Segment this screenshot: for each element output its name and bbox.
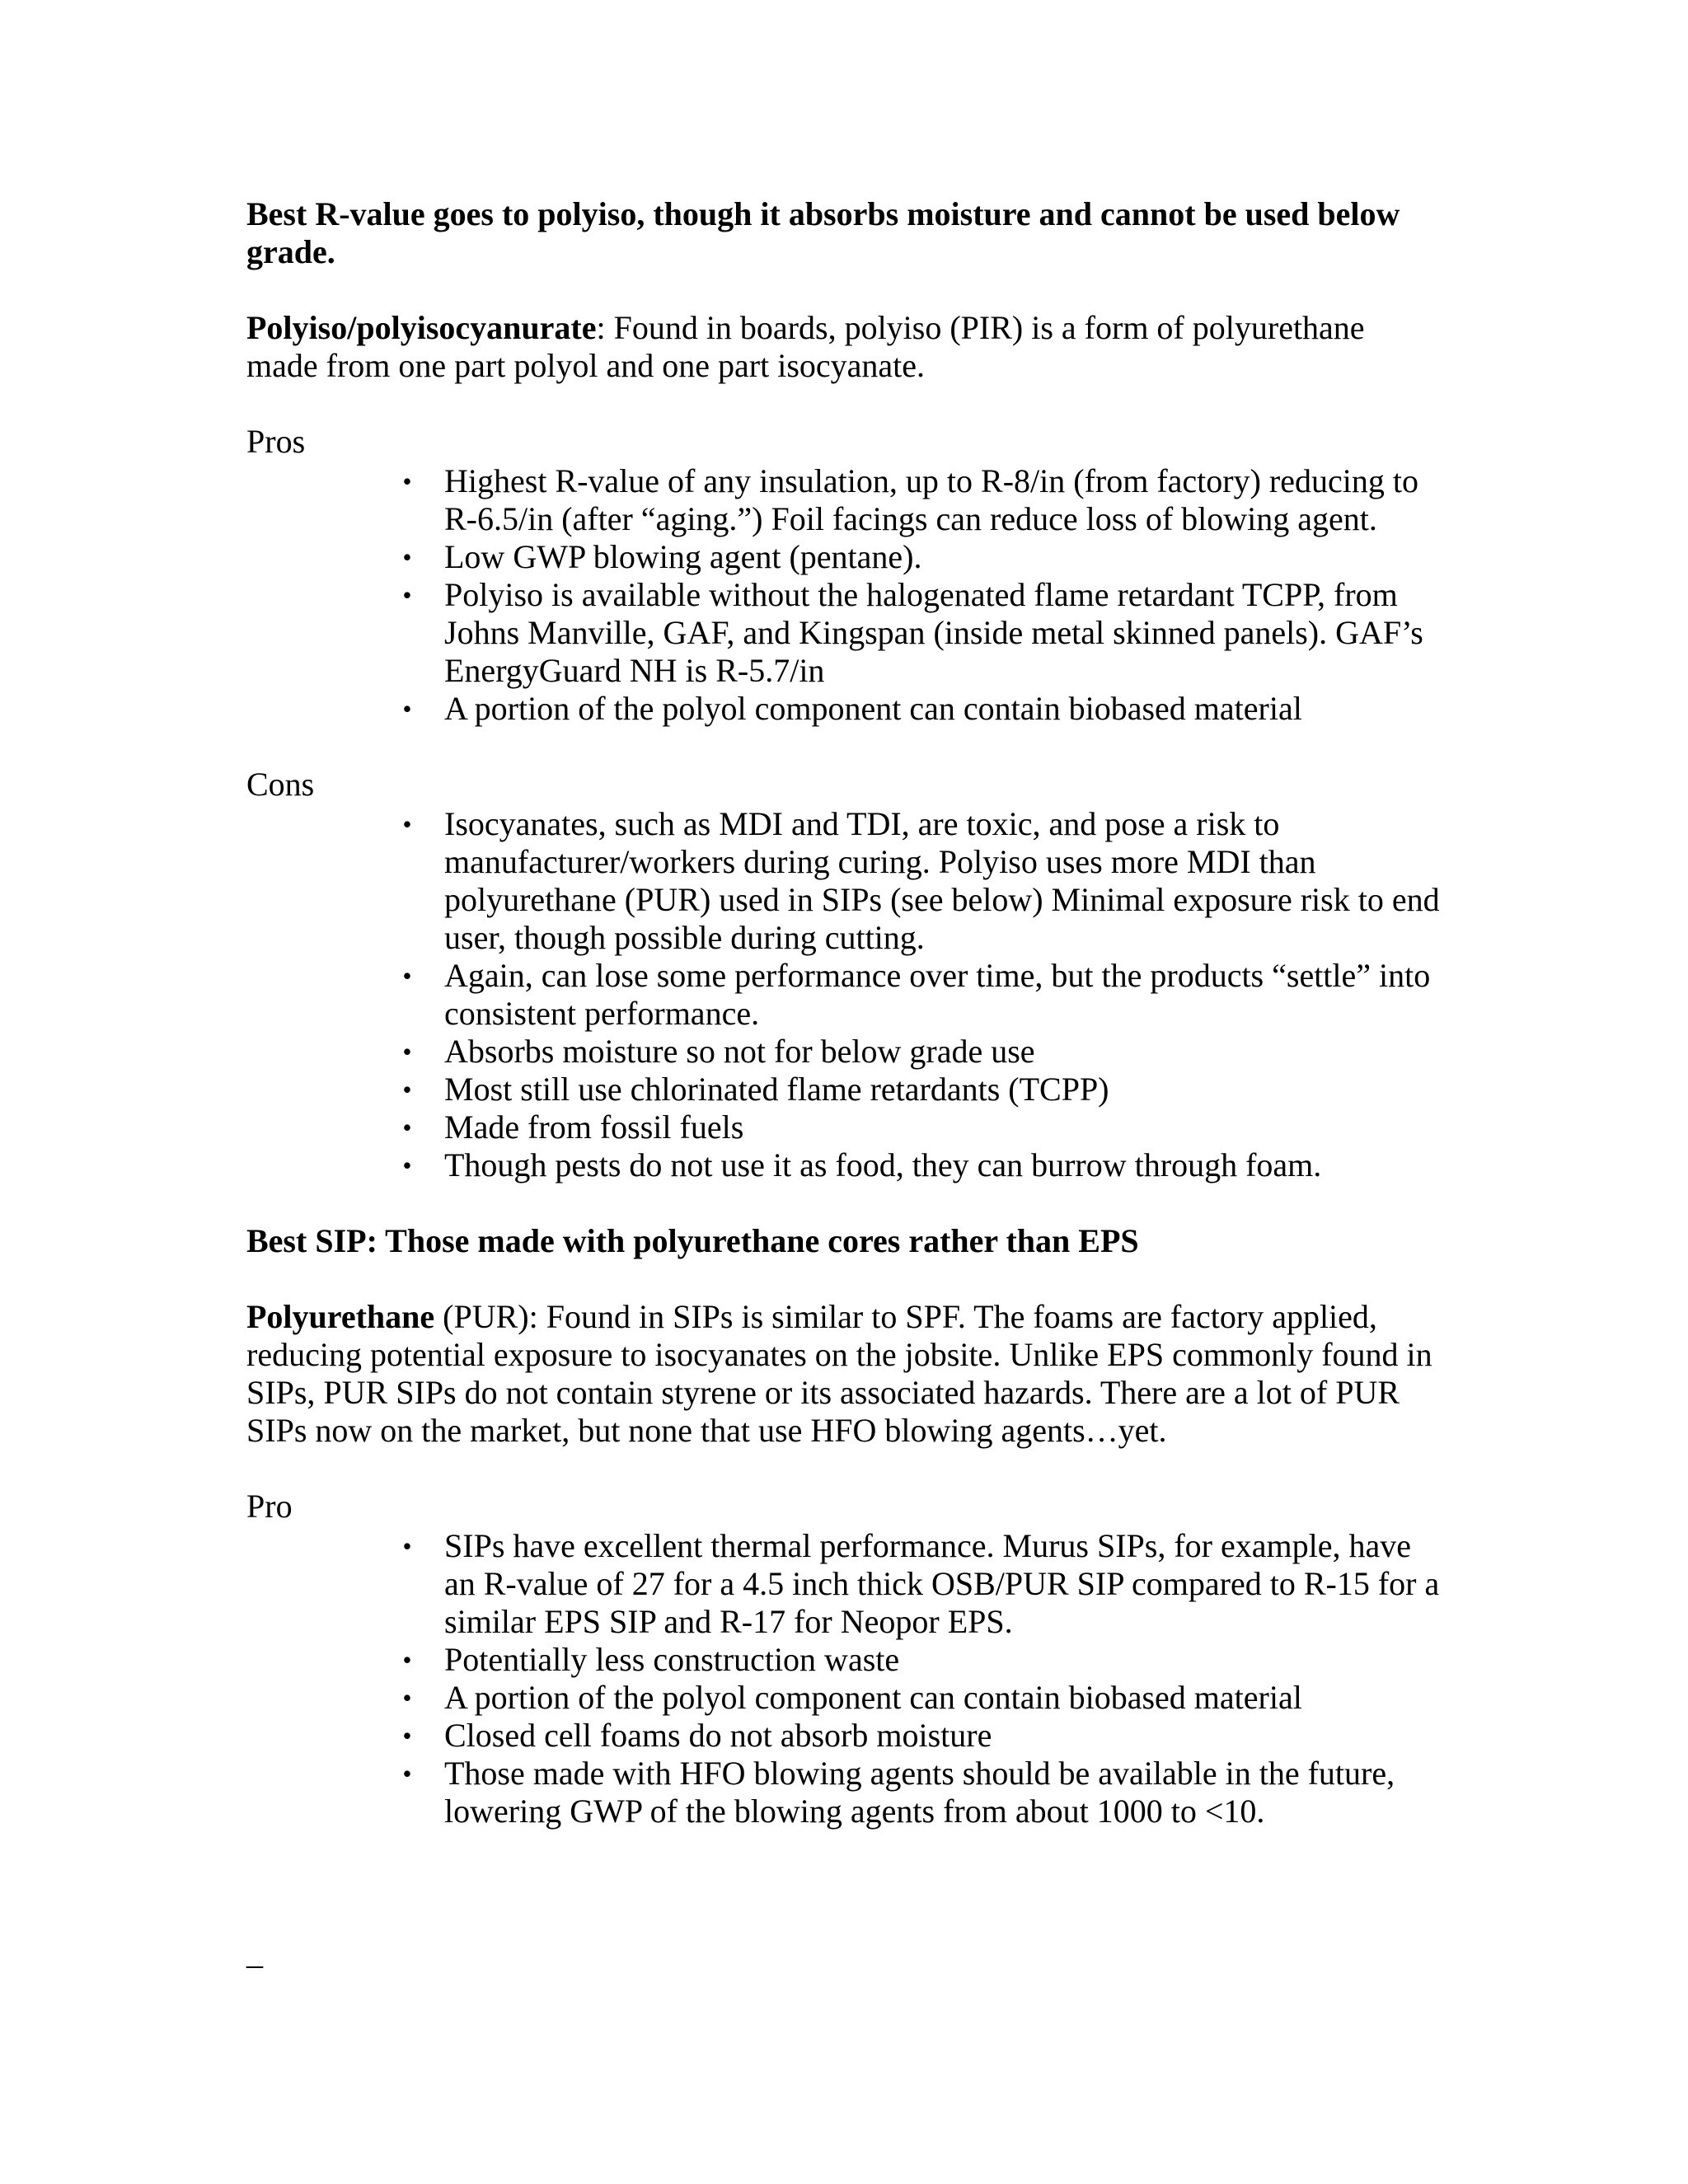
pro-label: Pro [246, 1488, 293, 1525]
polyiso-term: Polyiso/polyisocyanurate [246, 309, 597, 346]
list-item-text: A portion of the polyol component can contain biobased material [444, 1679, 1302, 1716]
bullet-icon: • [402, 1721, 412, 1750]
list-item [402, 576, 1442, 690]
list-item-text: A portion of the polyol component can contain biobased material [444, 690, 1302, 727]
bullet-icon: • [402, 1759, 412, 1788]
bullet-icon: • [402, 466, 412, 496]
list-item-text: Though pests do not use it as food, they can burrow through foam. [444, 1146, 1322, 1183]
list-item [402, 538, 1442, 576]
sip-heading: Best SIP: Those made with polyurethane cores rather than EPS [246, 1222, 1139, 1259]
list-item-text: Polyiso is available without the halogenated flame retardant TCPP, from Johns Manville, GAF, and Kingspan (inside metal skinned panels). GAF’s EnergyGuard NH is R-5.7/in [444, 576, 1423, 689]
list-item [402, 462, 1442, 538]
list-item [402, 1071, 1442, 1108]
list-item [402, 1679, 1442, 1717]
list-item [402, 1146, 1442, 1184]
pur-description: (PUR): Found in SIPs is similar to SPF. The foams are factory applied, reducing potential exposure to isocyanates on the jobsite. Unlike EPS commonly found in SIPs, PUR SIPs do not contain styrene or its associated hazards. There are a lot of PUR SIPs now on the market, but none that use HFO blowing agents…yet. [246, 1298, 1432, 1449]
pur-intro [246, 1298, 1442, 1450]
list-item-text: Closed cell foams do not absorb moisture [444, 1717, 992, 1754]
bullet-icon: • [402, 1645, 412, 1675]
document-body [246, 195, 1442, 1830]
bullet-icon: • [402, 1531, 412, 1561]
list-item-text: Low GWP blowing agent (pentane). [444, 538, 922, 575]
list-item-text: Most still use chlorinated flame retardants (TCPP) [444, 1071, 1109, 1108]
list-item-text: Again, can lose some performance over time, but the products “settle” into consistent performance. [444, 957, 1431, 1032]
list-item-text: Those made with HFO blowing agents should be available in the future, lowering GWP of the blowing agents from about 1000 to <10. [444, 1755, 1395, 1830]
list-item-text: SIPs have excellent thermal performance. Murus SIPs, for example, have an R-value of 27 for a 4.5 inch thick OSB/PUR SIP compared to R-15 for a similar EPS SIP and R-17 for Neopor EPS. [444, 1527, 1440, 1640]
pro-list [246, 1527, 1442, 1830]
list-item [402, 805, 1442, 957]
bullet-icon: • [402, 1037, 412, 1066]
list-item [402, 690, 1442, 728]
cons-label: Cons [246, 766, 315, 803]
polyiso-heading: Best R-value goes to polyiso, though it absorbs moisture and cannot be used below grade. [246, 195, 1400, 270]
list-item [402, 1033, 1442, 1071]
bullet-icon: • [402, 1683, 412, 1713]
polyiso-intro [246, 309, 1442, 385]
list-item [402, 1108, 1442, 1146]
bullet-icon: • [402, 1151, 412, 1180]
list-item [402, 1717, 1442, 1755]
bullet-icon: • [402, 1113, 412, 1142]
list-item [402, 1641, 1442, 1679]
bullet-icon: • [402, 809, 412, 839]
bullet-icon: • [402, 580, 412, 610]
list-item-text: Potentially less construction waste [444, 1641, 900, 1678]
list-item [402, 1527, 1442, 1641]
bullet-icon: • [402, 694, 412, 724]
pur-term: Polyurethane [246, 1298, 435, 1335]
list-item [402, 957, 1442, 1033]
footer-mark: _ [246, 1934, 263, 1971]
pros-label: Pros [246, 423, 306, 460]
list-item-text: Highest R-value of any insulation, up to R-8/in (from factory) reducing to R-6.5/in (after “aging.”) Foil facings can reduce loss of blowing agent. [444, 462, 1418, 537]
bullet-icon: • [402, 961, 412, 991]
list-item [402, 1755, 1442, 1830]
bullet-icon: • [402, 542, 412, 572]
list-item-text: Made from fossil fuels [444, 1108, 744, 1146]
bullet-icon: • [402, 1075, 412, 1104]
pros-list [246, 462, 1442, 728]
cons-list [246, 805, 1442, 1184]
list-item-text: Absorbs moisture so not for below grade use [444, 1033, 1035, 1070]
polyiso-description: : Found in boards, polyiso (PIR) is a form of polyurethane made from one part polyol and one part isocyanate. [246, 309, 1365, 384]
list-item-text: Isocyanates, such as MDI and TDI, are toxic, and pose a risk to manufacturer/workers during curing. Polyiso uses more MDI than polyurethane (PUR) used in SIPs (see below) Minimal exposure risk to end user, though possible during cutting. [444, 805, 1440, 956]
